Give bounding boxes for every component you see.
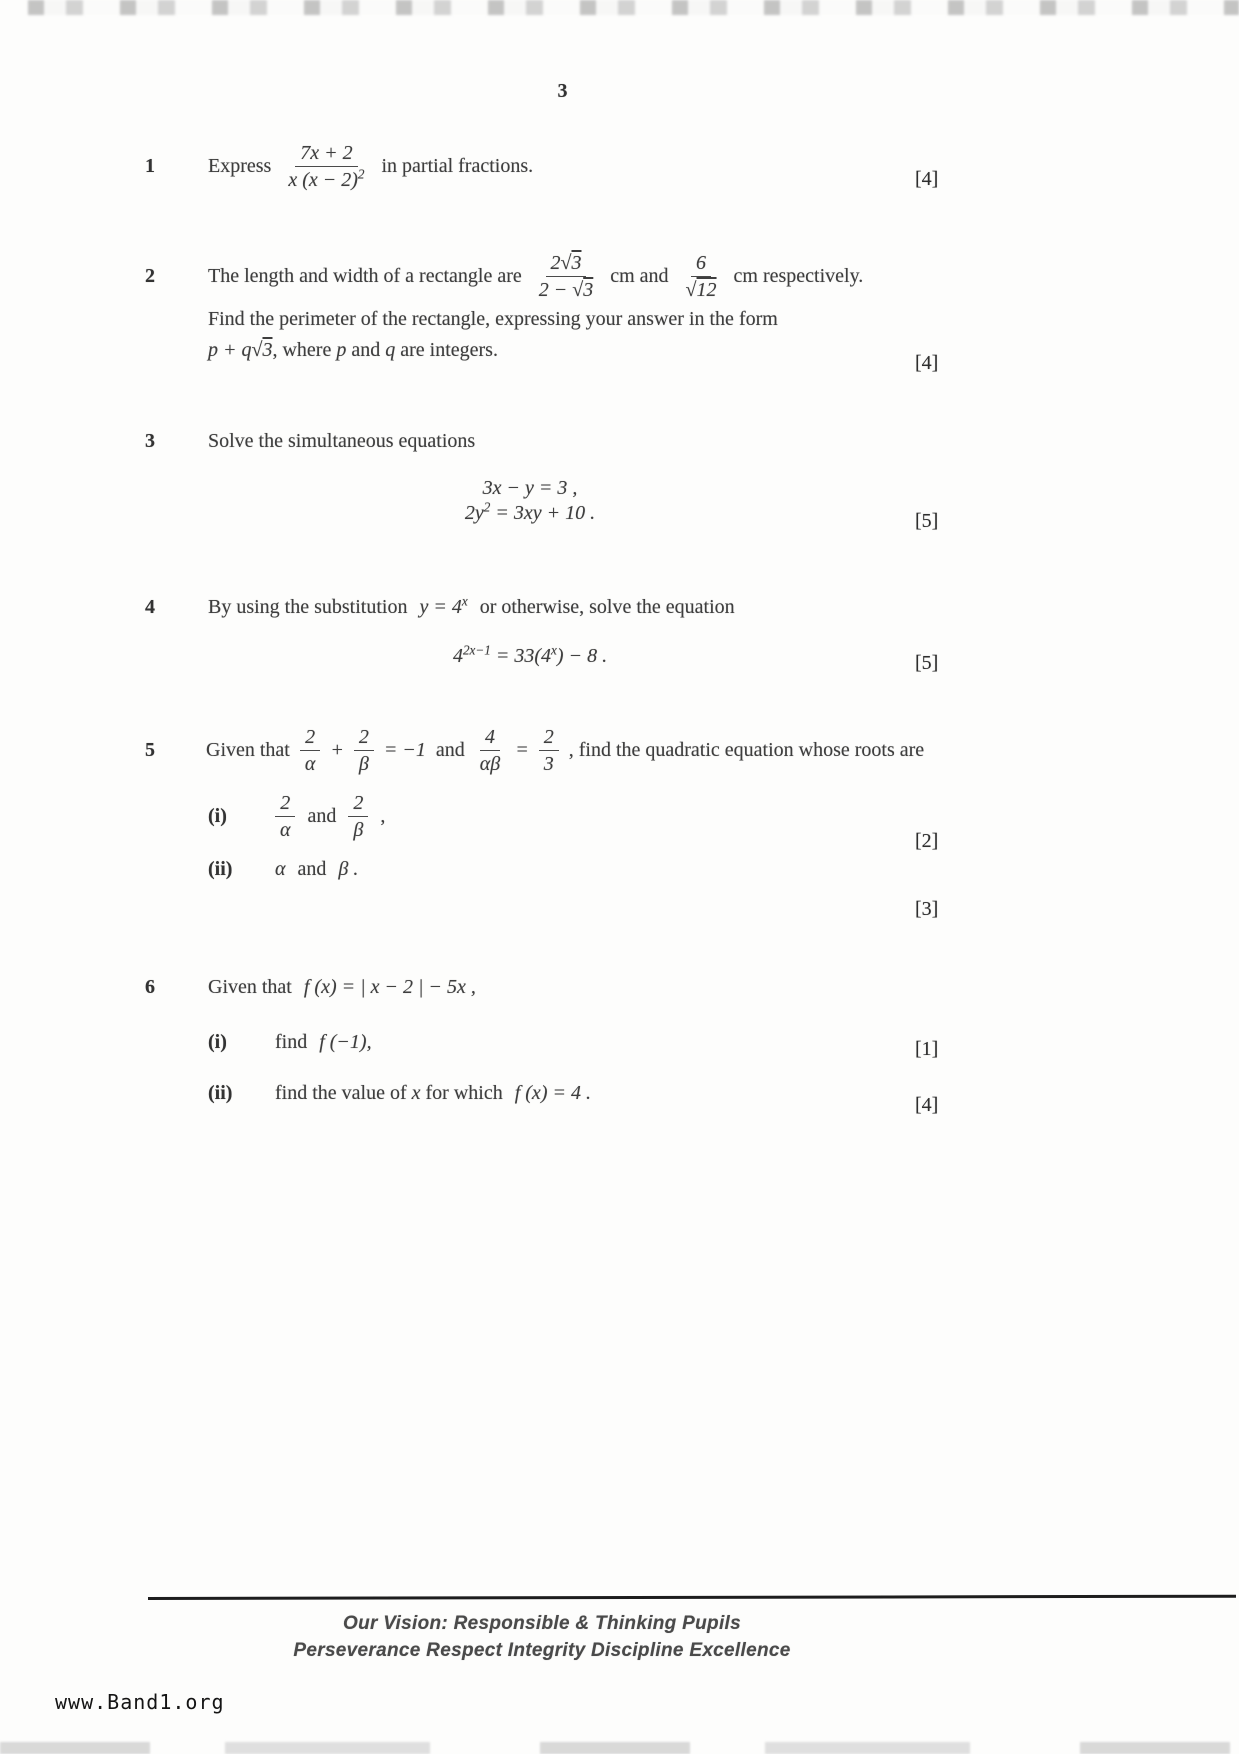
q3-equation-2: [145, 499, 915, 525]
variable-q: q: [385, 338, 396, 361]
fraction-numerator: [546, 252, 587, 277]
q2-line3-text: are integers.: [395, 338, 498, 361]
q4-lead-text: By using the substitution: [208, 596, 408, 618]
scan-artifact-bottom: [0, 1742, 1239, 1754]
q4-lead-text-2: or otherwise, solve the equation: [479, 596, 735, 618]
q5ii-beta: β .: [338, 857, 359, 880]
q5-part-ii-label: (ii): [208, 857, 233, 880]
q5i-fraction-a: [275, 792, 296, 842]
school-vision: [0, 1610, 1084, 1664]
q6-part-i-marks: [1]: [915, 1038, 939, 1060]
q6ii-expression: f (x) = 4 .: [514, 1082, 591, 1104]
question-3-number: 3: [145, 430, 155, 452]
q2-fraction-2: [681, 252, 722, 302]
fraction-denominator: α: [304, 753, 316, 776]
fraction-denominator: α: [280, 819, 291, 842]
q2-line3-text: , where: [272, 338, 337, 361]
equation-term: 2y: [464, 502, 484, 524]
variable-p: p: [336, 338, 347, 361]
fraction-denominator: β: [358, 753, 369, 776]
q6ii-text-2: for which: [420, 1082, 503, 1104]
q5-fraction-a: [300, 726, 321, 776]
denominator-base: x (x − 2): [288, 169, 358, 192]
radical-sign: 2 − √: [538, 279, 584, 302]
exponent: 2: [483, 499, 491, 515]
q2-mid-text: cm and: [610, 265, 669, 288]
exponent: 2x−1: [462, 642, 491, 658]
q5-part-ii-marks: [3]: [915, 898, 939, 920]
radicand: 3: [583, 279, 594, 302]
denominator-exponent: 2: [357, 166, 365, 182]
footer-divider: [148, 1595, 1236, 1600]
fraction-denominator: [681, 277, 722, 301]
equation-term: y = 4: [419, 596, 462, 618]
q6-function-definition: f (x) = | x − 2 | − 5x ,: [303, 976, 476, 998]
q3-marks: [5]: [915, 510, 939, 532]
plus-sign: +: [330, 739, 344, 762]
fraction-numerator: 2: [354, 726, 374, 751]
q5-fraction-b: [354, 726, 374, 776]
fraction-denominator: [283, 167, 369, 191]
variable-x: x: [411, 1082, 421, 1104]
q5ii-and-text: and: [297, 857, 327, 880]
question-6-number: 6: [145, 976, 155, 998]
question-2-number: 2: [145, 265, 155, 288]
q5-lead-text: Given that: [206, 739, 290, 762]
q2-line3-text: and: [346, 338, 386, 361]
q6-part-i-label: (i): [208, 1031, 227, 1053]
question-5: [145, 726, 955, 920]
q1-marks: [4]: [915, 168, 939, 190]
q2-answer-form: [208, 339, 272, 361]
question-6: [145, 976, 955, 1116]
q2-marks: [4]: [915, 352, 939, 374]
q6ii-text: [275, 1082, 503, 1105]
page-number: 3: [557, 80, 568, 102]
q5-fraction-d: [539, 726, 559, 776]
radical-sign: 2√: [550, 252, 572, 274]
fraction-denominator: 3: [543, 753, 554, 776]
question-4: [145, 593, 955, 674]
q4-marks: [5]: [915, 652, 939, 674]
radical-sign: p + q√: [208, 338, 263, 361]
q3-equation-1: 3x − y = 3 ,: [482, 477, 578, 499]
q6-part-ii-label: (ii): [208, 1082, 233, 1104]
q5i-comma: ,: [380, 805, 386, 828]
fraction-denominator: αβ: [479, 753, 501, 776]
q5-relation-2: =: [515, 739, 529, 762]
q5-fraction-c: [475, 726, 505, 776]
question-2: [145, 252, 955, 374]
q1-fraction: [283, 142, 369, 192]
vision-line: Our Vision: Responsible & Thinking Pupils: [343, 1613, 741, 1634]
fraction-numerator: 2: [300, 726, 320, 751]
equation-term: 4: [452, 645, 463, 667]
fraction-numerator: 4: [480, 726, 500, 751]
exponent: x: [551, 642, 557, 658]
q5-part-i-marks: [2]: [915, 830, 939, 852]
watermark-url: www.Band1.org: [55, 1690, 225, 1714]
q3-lead-text: Solve the simultaneous equations: [208, 430, 476, 452]
radicand: 12: [696, 279, 717, 302]
fraction-denominator: β: [353, 819, 364, 842]
q5-and-text: and: [435, 739, 465, 762]
q5i-fraction-b: [348, 792, 368, 842]
radicand: 3: [571, 252, 582, 274]
q5-relation-1: = −1: [383, 739, 426, 762]
q2-lead-text: The length and width of a rectangle are: [208, 265, 522, 288]
q4-equation: [145, 642, 915, 668]
q6-part-ii-marks: [4]: [915, 1094, 939, 1116]
fraction-numerator: 2: [275, 792, 295, 817]
q2-line-3: [208, 339, 955, 362]
fraction-numerator: 2: [539, 726, 559, 751]
q2-line-2: Find the perimeter of the rectangle, expressing your answer in the form: [208, 307, 778, 330]
q5ii-alpha: α: [275, 857, 286, 880]
q5-tail-text: , find the quadratic equation whose roots are: [568, 739, 925, 762]
q5i-and-text: and: [307, 805, 337, 828]
equation-term: = 3xy + 10 .: [490, 502, 596, 524]
question-4-number: 4: [145, 596, 155, 618]
equation-term: = 33(4: [490, 645, 552, 667]
question-1-number: 1: [145, 155, 155, 178]
fraction-denominator: [534, 277, 598, 301]
question-1: [145, 142, 955, 192]
q6i-expression: f (−1),: [319, 1031, 372, 1053]
q6i-text: find: [275, 1031, 308, 1053]
q6-lead-text: Given that: [208, 976, 292, 998]
equation-term: ) − 8 .: [556, 645, 608, 667]
scan-artifact-top: [28, 0, 1239, 15]
fraction-numerator: 2: [348, 792, 368, 817]
radicand: 3: [262, 338, 273, 361]
q5-part-i-label: (i): [208, 805, 227, 828]
q4-substitution: [419, 593, 468, 619]
q2-tail-text: cm respectively.: [733, 265, 864, 288]
radical-sign: √: [685, 279, 697, 302]
fraction-numerator: 6: [691, 252, 711, 277]
q6ii-text-1: find the value of: [275, 1082, 412, 1104]
fraction-numerator: 7x + 2: [295, 142, 357, 167]
q2-fraction-1: [534, 252, 598, 302]
q1-tail-text: in partial fractions.: [381, 155, 534, 178]
q1-lead-text: Express: [208, 155, 272, 178]
exponent: x: [461, 593, 468, 609]
question-3: [145, 430, 955, 532]
question-5-number: 5: [145, 739, 155, 762]
values-line: Perseverance Respect Integrity Discipline Excellence: [293, 1640, 791, 1661]
